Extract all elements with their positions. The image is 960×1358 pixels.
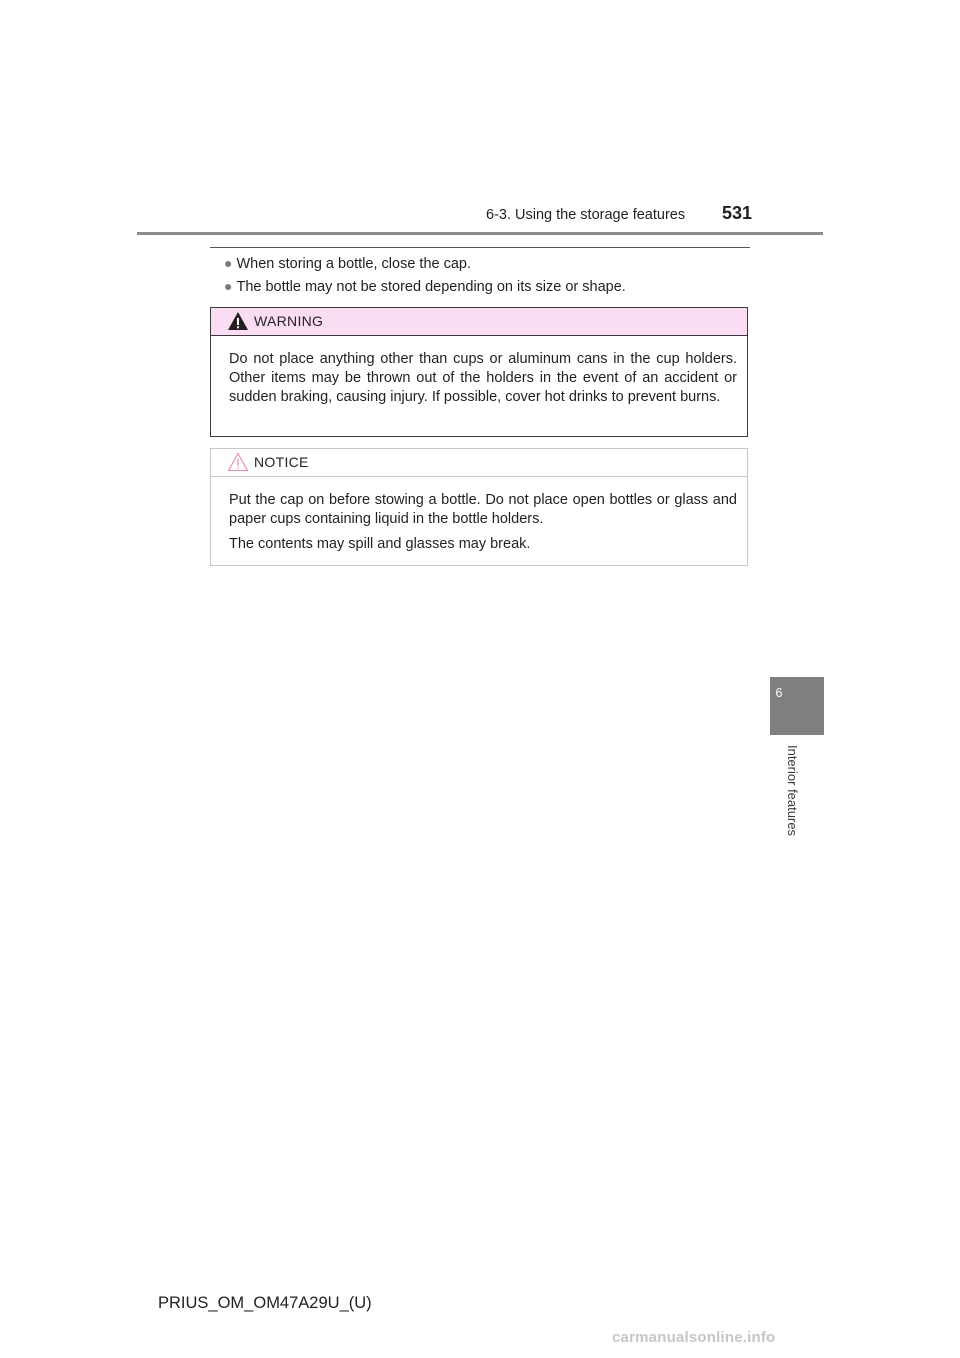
notice-triangle-icon <box>227 452 249 472</box>
notice-header <box>211 449 747 477</box>
section-title: 6-3. Using the storage features <box>486 207 686 223</box>
notice-title: NOTICE <box>254 454 309 470</box>
watermark: carmanualsonline.info <box>612 1329 776 1346</box>
notice-body <box>211 477 747 554</box>
page-number: 531 <box>722 203 753 223</box>
bullet-text: When storing a bottle, close the cap. <box>236 256 472 272</box>
notice-box <box>210 448 748 566</box>
chapter-label: Interior features <box>785 745 800 837</box>
warning-body <box>211 336 747 407</box>
warning-paragraph: Do not place anything other than cups or aluminum cans in the cup holders. Other items may be thrown out of the holders in the event of an accident or sudden braking, causing injury. If possible, cover hot drinks to prevent burns. <box>229 351 737 405</box>
bullet-dot-icon: ● <box>224 278 233 294</box>
content-top-rule <box>210 247 750 248</box>
chapter-number: 6 <box>775 686 783 700</box>
bullet-text: The bottle may not be stored depending on its size or shape. <box>236 279 626 295</box>
bullet-dot-icon: ● <box>224 255 233 271</box>
warning-triangle-icon <box>227 311 249 331</box>
notice-paragraph: The contents may spill and glasses may break. <box>229 536 531 552</box>
bullet-item <box>224 278 626 295</box>
notice-paragraph: Put the cap on before stowing a bottle. Do not place open bottles or glass and paper cups containing liquid in the bottle holders. <box>229 492 737 527</box>
header-rule <box>137 232 823 235</box>
document-id: PRIUS_OM_OM47A29U_(U) <box>158 1294 372 1312</box>
bullet-item <box>224 255 471 272</box>
warning-header <box>211 308 747 336</box>
warning-title: WARNING <box>254 313 324 329</box>
warning-box <box>210 307 748 437</box>
